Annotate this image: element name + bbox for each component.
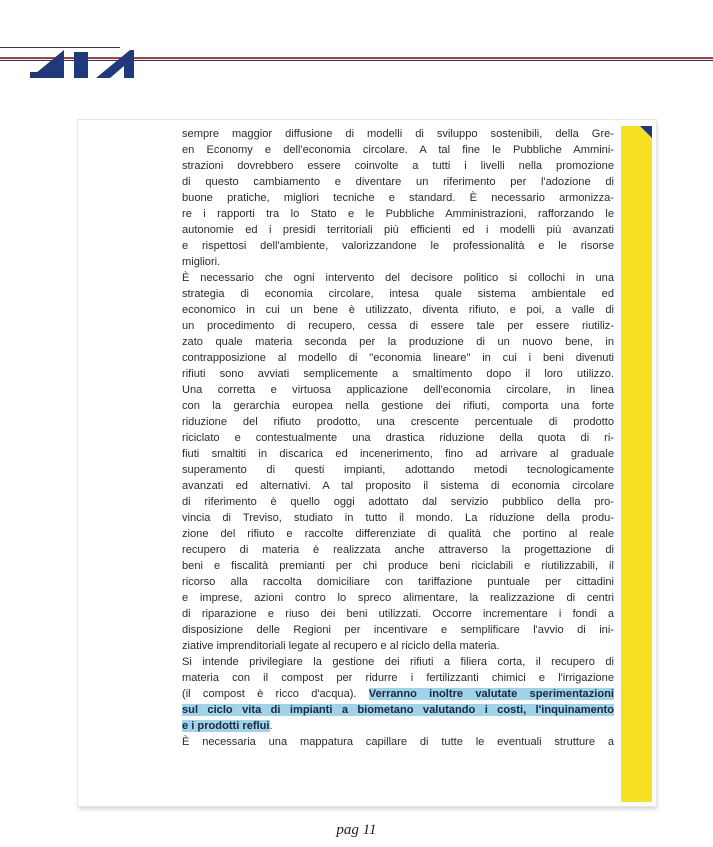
text-line: È necessaria una mappatura capillare di tutte le eventuali strutture a [182, 736, 614, 748]
highlighted-text: sul ciclo vita di impianti a biometano valutando i costi, l'inquinamento [182, 704, 614, 716]
highlighted-text: e i prodotti reflui [182, 720, 270, 732]
text-line: re i rapporti tra lo Stato e le Pubbliche Amministrazioni, rafforzando le [182, 208, 614, 220]
highlighted-text: Verranno inoltre valutate sperimentazioni [368, 688, 614, 700]
text-line: di questo cambiamento e diventare un riferimento per l'adozione di [182, 176, 614, 188]
text-line: recupero di materia è realizzata anche attraverso la progettazione di [182, 544, 614, 556]
text-line: zione del rifiuto e raccolte differenziate di qualità che portino al reale [182, 528, 614, 540]
text-line: e imprese, azioni contro lo spreco alimentare, la realizzazione di centri [182, 592, 614, 604]
text-line: sempre maggior diffusione di modelli di sviluppo sostenibili, della Gre- [182, 128, 614, 140]
text-line: Si intende privilegiare la gestione dei rifiuti a filiera corta, il recupero di [182, 656, 614, 668]
text-line: con la gerarchia europea nella gestione dei rifiuti, comporta una forte [182, 400, 614, 412]
corner-triangle-icon [640, 126, 652, 138]
body-text [182, 126, 614, 750]
text-line: migliori. [182, 256, 221, 268]
text-line [182, 702, 614, 718]
text-line: di riferimento è quello oggi adottato dal servizio pubblico della pro- [182, 496, 614, 508]
text-line [182, 718, 614, 734]
text-line: È necessario che ogni intervento del decisore politico si collochi in una [182, 272, 614, 284]
text-segment: . [269, 720, 273, 732]
scanned-page [78, 120, 656, 806]
text-line: e rispettosi dell'ambiente, valorizzandone le professionalità e le risorse [182, 240, 614, 252]
text-line: riciclato e contestualmente una drastica riduzione della quota di ri- [182, 432, 614, 444]
text-line: rifiuti sono avviati semplicemente a smaltimento dopo il loro utilizzo. [182, 368, 614, 380]
text-line: strategia di economia circolare, intesa quale sistema ambientale ed [182, 288, 614, 300]
text-line: Una corretta e virtuosa applicazione dell'economia circolare, in linea [182, 384, 614, 396]
yellow-side-bar [621, 126, 652, 802]
text-line: materia con il compost per ridurre i fertilizzanti chimici e l'irrigazione [182, 672, 614, 684]
text-line: economico in cui un bene è utilizzato, diventa rifiuto, e poi, a valle di [182, 304, 614, 316]
text-line: un procedimento di recupero, cessa di essere tale per essere riutiliz- [182, 320, 614, 332]
text-line: riduzione del rifiuto prodotto, una crescente percentuale di prodotto [182, 416, 614, 428]
text-line: contrapposizione al modello di "economia lineare" in cui i beni divenuti [182, 352, 614, 364]
text-line: autonomie ed i presidi territoriali più efficienti ed i modelli più avanzati [182, 224, 614, 236]
dia-logo-graphic [30, 42, 140, 82]
text-line: strazioni dovrebbero essere coinvolte a tutti i livelli nella promozione [182, 160, 614, 172]
text-line: en Economy e dell'economia circolare. A tal fine le Pubbliche Ammini- [182, 144, 614, 156]
text-line: di riparazione e riuso dei beni utilizzati. Occorre incrementare i fondi a [182, 608, 614, 620]
text-line: superamento di questi impianti, adottando metodi tecnologicamente [182, 464, 614, 476]
text-line: ricorso alla raccolta domiciliare con tariffazione puntuale per cittadini [182, 576, 614, 588]
text-line: beni e fiscalità premianti per chi produce beni riciclabili e riutilizzabili, il [182, 560, 614, 572]
text-line: avanzati ed alternativi. A tal proposito il sistema di economia circolare [182, 480, 614, 492]
text-line: vincia di Treviso, studiato in tutto il mondo. La riduzione della produ- [182, 512, 614, 524]
text-line: fiuti smaltiti in discarica ed incenerimento, fino ad arrivare al graduale [182, 448, 614, 460]
text-line: zato quale materia seconda per la produzione di un nuovo bene, in [182, 336, 614, 348]
text-line [182, 686, 614, 702]
text-segment: (il compost è ricco d'acqua). [182, 688, 369, 700]
page-number: pag 11 [336, 822, 377, 838]
text-line: buone pratiche, migliori tecniche e standard. È necessario armonizza- [182, 192, 614, 204]
text-line: disposizione delle Regioni per incentivare e semplificare l'avvio di ini- [182, 624, 614, 636]
dia-logo [30, 42, 140, 82]
text-line: ziative imprenditoriali legate al recupero e al riciclo della materia. [182, 640, 500, 652]
